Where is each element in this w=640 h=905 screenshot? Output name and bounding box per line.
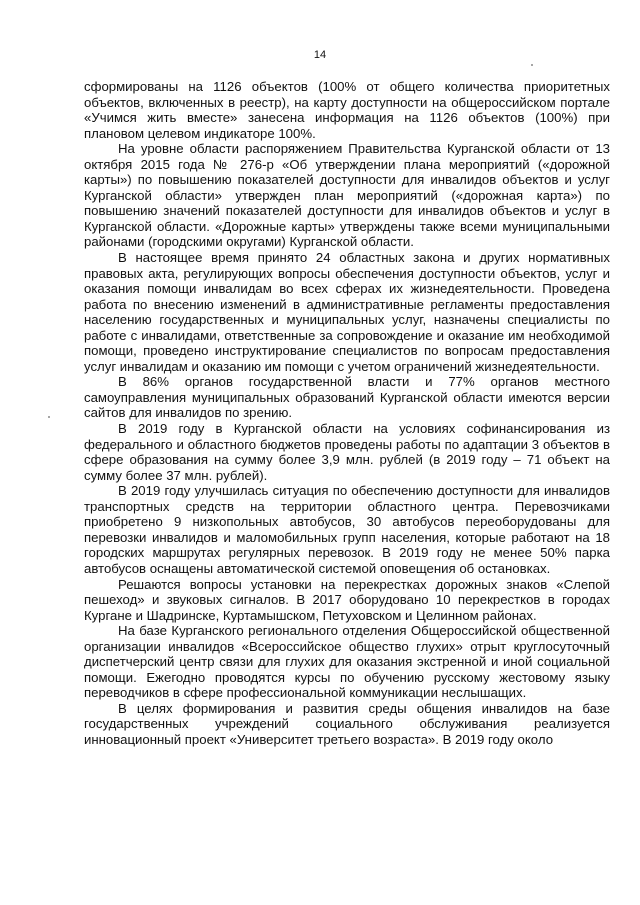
paragraph-road-map: На уровне области распоряжением Правительства Курганской области от 13 октября 2015 года № 276-р «Об утверждении плана мероприятий («дорожной карты») по повышению показателей доступности для инвалидов объектов и услуг Курганской области» утвержден план мероприятий («дорожная карта») по повышению значений показателей доступности для инвалидов объектов и услуг в Курганской области. «Дорожные карты» утверждены также всеми муниципальными районами (городскими округами) Курганской области.	[84, 141, 610, 250]
scan-speck	[531, 64, 533, 66]
paragraph-regional-laws: В настоящее время принято 24 областных закона и других нормативных правовых акта, регулирующих вопросы обеспечения доступности объектов, услуг и оказания помощи инвалидам во всех сферах их жизнедеятельности. Проведена работа по внесению изменений в административные регламенты предоставления населению государственных и муниципальных услуг, назначены специалисты по работе с инвалидами, ответственные за сопровождение и оказание им необходимой помощи, проведено инструктирование специалистов по вопросам предоставления услуг инвалидам и оказанию им помощи с учетом ограничений жизнедеятельности.	[84, 250, 610, 374]
scan-speck	[48, 416, 50, 418]
body-text	[84, 79, 610, 748]
paragraph-education-adaptation: В 2019 году в Курганской области на условиях софинансирования из федерального и областного бюджетов проведены работы по адаптации 3 объектов в сфере образования на сумму более 3,9 млн. рублей (в 2019 году – 71 объект на сумму более 37 млн. рублей).	[84, 421, 610, 483]
paragraph-university-third-age: В целях формирования и развития среды общения инвалидов на базе государственных учреждений социального обслуживания реализуется инновационный проект «Университет третьего возраста». В 2019 году около	[84, 700, 610, 747]
paragraph-accessible-websites: В 86% органов государственной власти и 77% органов местного самоуправления муниципальных образований Курганской области имеются версии сайтов для инвалидов по зрению.	[84, 374, 610, 421]
paragraph-deaf-society: На базе Курганского регионального отделения Общероссийской общественной организации инвалидов «Всероссийское общество глухих» отрыт круглосуточный диспетчерский центр связи для глухих для оказания экстренной и иной социальной помощи. Ежегодно проводятся курсы по обучению русскому жестовому языку переводчиков в сфере профессиональной коммуникации неслышащих.	[84, 623, 610, 701]
paragraph-transport: В 2019 году улучшилась ситуация по обеспечению доступности для инвалидов транспортных средств на территории областного центра. Перевозчиками приобретено 9 низкопольных автобусов, 30 автобусов переоборудованы для перевозки инвалидов и маломобильных групп населения, которые работают на 18 городских маршрутах регулярных перевозок. В 2019 году не менее 50% парка автобусов оснащены автоматической системой оповещения об остановках.	[84, 483, 610, 576]
paragraph-continuation: сформированы на 1126 объектов (100% от общего количества приоритетных объектов, включенных в реестр), на карту доступности на общероссийском портале «Учимся жить вместе» занесена информация на 1126 объектов (100%) при плановом целевом индикаторе 100%.	[84, 79, 610, 141]
paragraph-road-signs: Решаются вопросы установки на перекрестках дорожных знаков «Слепой пешеход» и звуковых сигналов. В 2017 оборудовано 10 перекрестков в городах Кургане и Шадринске, Куртамышском, Петуховском и Целинном районах.	[84, 576, 610, 623]
page-number: 14	[313, 49, 327, 61]
